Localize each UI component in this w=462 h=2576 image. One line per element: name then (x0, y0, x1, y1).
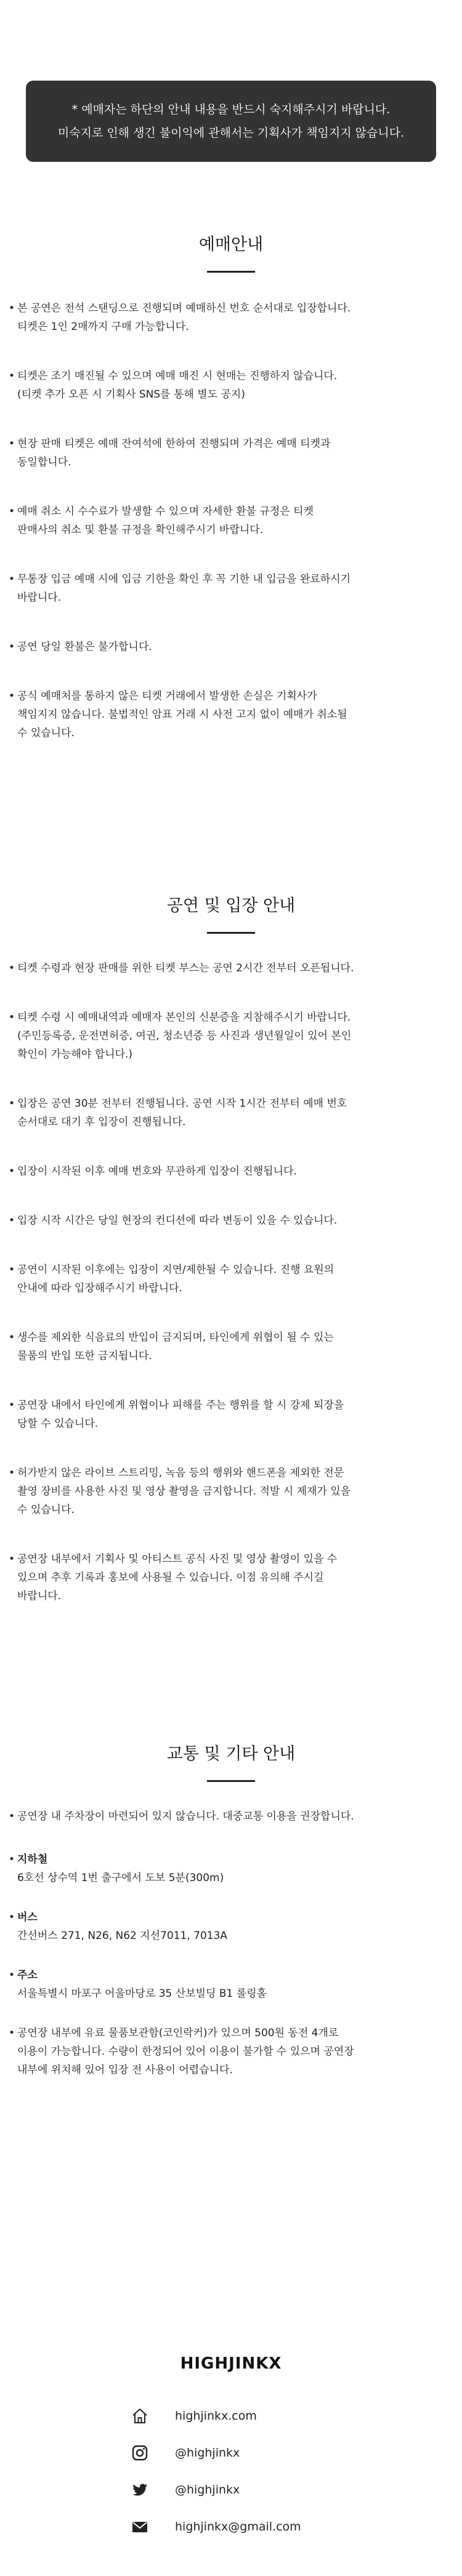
highjinkx-logo: HIGHJINKX (180, 2354, 282, 2373)
list-item (0, 687, 462, 742)
transport-title-underline (207, 1780, 255, 1782)
list-item (0, 1807, 462, 1826)
list-item-text: 6호선 상수역 1번 출구에서 도보 5분(300m) (17, 1872, 224, 1884)
list-item (0, 638, 462, 656)
list-item (0, 1211, 462, 1230)
list-item (0, 1094, 462, 1131)
instagram-icon (129, 2442, 150, 2463)
list-item-text: 공식 예매처를 통하지 않은 티켓 거래에서 발생한 손실은 기획사가 책임지지 않습니다. 불법적인 암표 거래 시 사전 고지 없이 예매가 취소될 수 있습니다. (17, 690, 347, 739)
contact-twitter-text[interactable]: @highjinkx (175, 2483, 240, 2497)
bullet: • (9, 690, 15, 702)
notice-line-2: 미숙지로 인해 생긴 불이익에 관해서는 기획사가 책임지지 않습니다. (57, 126, 405, 140)
list-item-text: 입장이 시작된 이후 예매 번호와 무관하게 입장이 진행됩니다. (17, 1165, 297, 1178)
bullet: • (9, 1399, 15, 1411)
bullet: • (9, 370, 15, 382)
bullet: • (9, 1553, 15, 1565)
contact-twitter[interactable] (129, 2471, 376, 2508)
list-item (0, 1008, 462, 1064)
transport-section-header (0, 1742, 462, 1782)
bullet: • (9, 438, 15, 450)
list-item (0, 959, 462, 977)
list-item-text: 공연장 내 주차장이 마련되어 있지 않습니다. 대중교통 이용을 권장합니다. (17, 1810, 354, 1823)
contact-email[interactable] (129, 2508, 376, 2545)
bullet: • (9, 641, 15, 653)
entry-section-header (0, 894, 462, 934)
list-item-text: 공연장 내부에서 기획사 및 아티스트 공식 사진 및 영상 촬영이 있을 수 있으며 추후 기록과 홍보에 사용될 수 있습니다. 이점 유의해 주시길 바랍니다. (17, 1553, 338, 1602)
notice-box (26, 81, 436, 162)
bullet: • (9, 1165, 15, 1178)
bullet: • (9, 573, 15, 585)
contact-website-text[interactable]: highjinkx.com (175, 2409, 257, 2423)
contact-instagram-text[interactable]: @highjinkx (175, 2446, 240, 2460)
list-item-text: 현장 판매 티켓은 예매 잔여석에 한하여 진행되며 가격은 예매 티켓과 동일합니다. (17, 438, 331, 468)
entry-title-underline (207, 932, 255, 934)
entry-section-title: 공연 및 입장 안내 (166, 896, 296, 915)
list-item-text: 공연장 내부에 유료 물품보관함(코인락커)가 있으며 500원 동전 4개로 이용이 가능합니다. 수량이 한정되어 있어 이용이 불가할 수 있으며 공연장 내부에 위치해 있어 입장 전 사용이 어렵습니다. (17, 2027, 354, 2076)
list-item-text: 티켓 수령과 현장 판매를 위한 티켓 부스는 공연 2시간 전부터 오픈됩니다. (17, 962, 354, 974)
bus-label: 버스 (17, 1911, 38, 1924)
bullet: • (9, 1011, 15, 1024)
list-item (0, 1550, 462, 1605)
list-item-text: 허가받지 않은 라이브 스트리밍, 녹음 등의 행위와 핸드폰을 제외한 전문 촬영 장비를 사용한 사진 및 영상 촬영을 금지합니다. 적발 시 제재가 있을 수 있습니다. (17, 1467, 351, 1516)
list-item-text: 입장은 공연 30분 전부터 진행됩니다. 공연 시작 1시간 전부터 예매 번호 순서대로 대기 후 입장이 진행됩니다. (17, 1097, 347, 1128)
list-item (0, 1966, 462, 2003)
list-item-text: 본 공연은 전석 스탠딩으로 진행되며 예매하신 번호 순서대로 입장합니다. 티켓은 1인 2매까지 구매 가능합니다. (17, 302, 351, 333)
ticketing-section-header (0, 233, 462, 273)
list-item (0, 1162, 462, 1181)
contact-website[interactable] (129, 2397, 376, 2434)
bullet: • (9, 1853, 15, 1866)
list-item-text: 서울특별시 마포구 어울마당로 35 산보빌딩 B1 롤링홀 (17, 1988, 267, 2000)
list-item (0, 435, 462, 471)
bullet: • (9, 2027, 15, 2039)
ticketing-list (0, 299, 462, 773)
bullet: • (9, 1264, 15, 1276)
contact-instagram[interactable] (129, 2434, 376, 2471)
list-item (0, 1328, 462, 1365)
list-item-text: 간선버스 271, N26, N62 지선7011, 7013A (17, 1930, 228, 1942)
list-item-text: 공연이 시작된 이후에는 입장이 지연/제한될 수 있습니다. 진행 요원의 안내에 따라 입장해주시기 바랍니다. (17, 1264, 334, 1294)
list-item-text: 생수를 제외한 식음료의 반입이 금지되며, 타인에게 위협이 될 수 있는 물품의 반입 또한 금지됩니다. (17, 1331, 334, 1362)
list-item-text: 공연 당일 환불은 불가합니다. (17, 641, 152, 653)
contact-list (129, 2397, 376, 2545)
list-item (0, 1261, 462, 1298)
bullet: • (9, 1969, 15, 1981)
ticketing-title-underline (207, 271, 255, 273)
bullet: • (9, 1911, 15, 1924)
bullet: • (9, 1214, 15, 1227)
notice-line-1: * 예매자는 하단의 안내 내용을 반드시 숙지해주시기 바랍니다. (71, 103, 391, 116)
list-item-text: 무통장 입금 예매 시에 입금 기한을 확인 후 꼭 기한 내 입금을 완료하시기 바랍니다. (17, 573, 351, 604)
twitter-icon (129, 2479, 150, 2500)
contact-email-text[interactable]: highjinkx@gmail.com (175, 2520, 301, 2534)
bullet: • (9, 302, 15, 315)
list-item (0, 502, 462, 539)
list-item-text: 예매 취소 시 수수료가 발생할 수 있으며 자세한 환불 규정은 티켓 판매사의 취소 및 환불 규정을 확인해주시기 바랍니다. (17, 505, 314, 536)
list-item (0, 1464, 462, 1519)
bullet: • (9, 1467, 15, 1479)
bullet: • (9, 1331, 15, 1344)
home-icon (129, 2405, 150, 2426)
list-item (0, 1908, 462, 1945)
ticketing-section-title: 예매안내 (198, 235, 264, 254)
list-item (0, 570, 462, 607)
list-item-text: 티켓은 조기 매진될 수 있으며 예매 매진 시 현매는 진행하지 않습니다. (티켓 추가 오픈 시 기획사 SNS를 통해 별도 공지) (17, 370, 338, 401)
list-item-text: 입장 시작 시간은 당일 현장의 컨디션에 따라 변동이 있을 수 있습니다. (17, 1214, 338, 1227)
bullet: • (9, 1097, 15, 1110)
list-item (0, 367, 462, 404)
list-item (0, 1850, 462, 1887)
address-label: 주소 (17, 1969, 38, 1981)
entry-list (0, 959, 462, 1636)
list-item-text: 티켓 수령 시 예매내역과 예매자 본인의 신분증을 지참해주시기 바랍니다. (주민등록증, 운전면허증, 여권, 청소년증 등 사진과 생년월일이 있어 본인 확인이 가능해야 합니다.) (17, 1011, 352, 1061)
bullet: • (9, 505, 15, 518)
mail-icon (129, 2516, 150, 2537)
list-item (0, 299, 462, 336)
bullet: • (9, 962, 15, 974)
subway-label: 지하철 (17, 1853, 48, 1866)
transport-list (0, 1807, 462, 2110)
transport-section-title: 교통 및 기타 안내 (166, 1744, 296, 1763)
list-item (0, 1396, 462, 1433)
list-item-text: 공연장 내에서 타인에게 위협이나 피해를 주는 행위를 할 시 강제 퇴장을 당할 수 있습니다. (17, 1399, 344, 1430)
list-item (0, 2024, 462, 2079)
bullet: • (9, 1810, 15, 1823)
